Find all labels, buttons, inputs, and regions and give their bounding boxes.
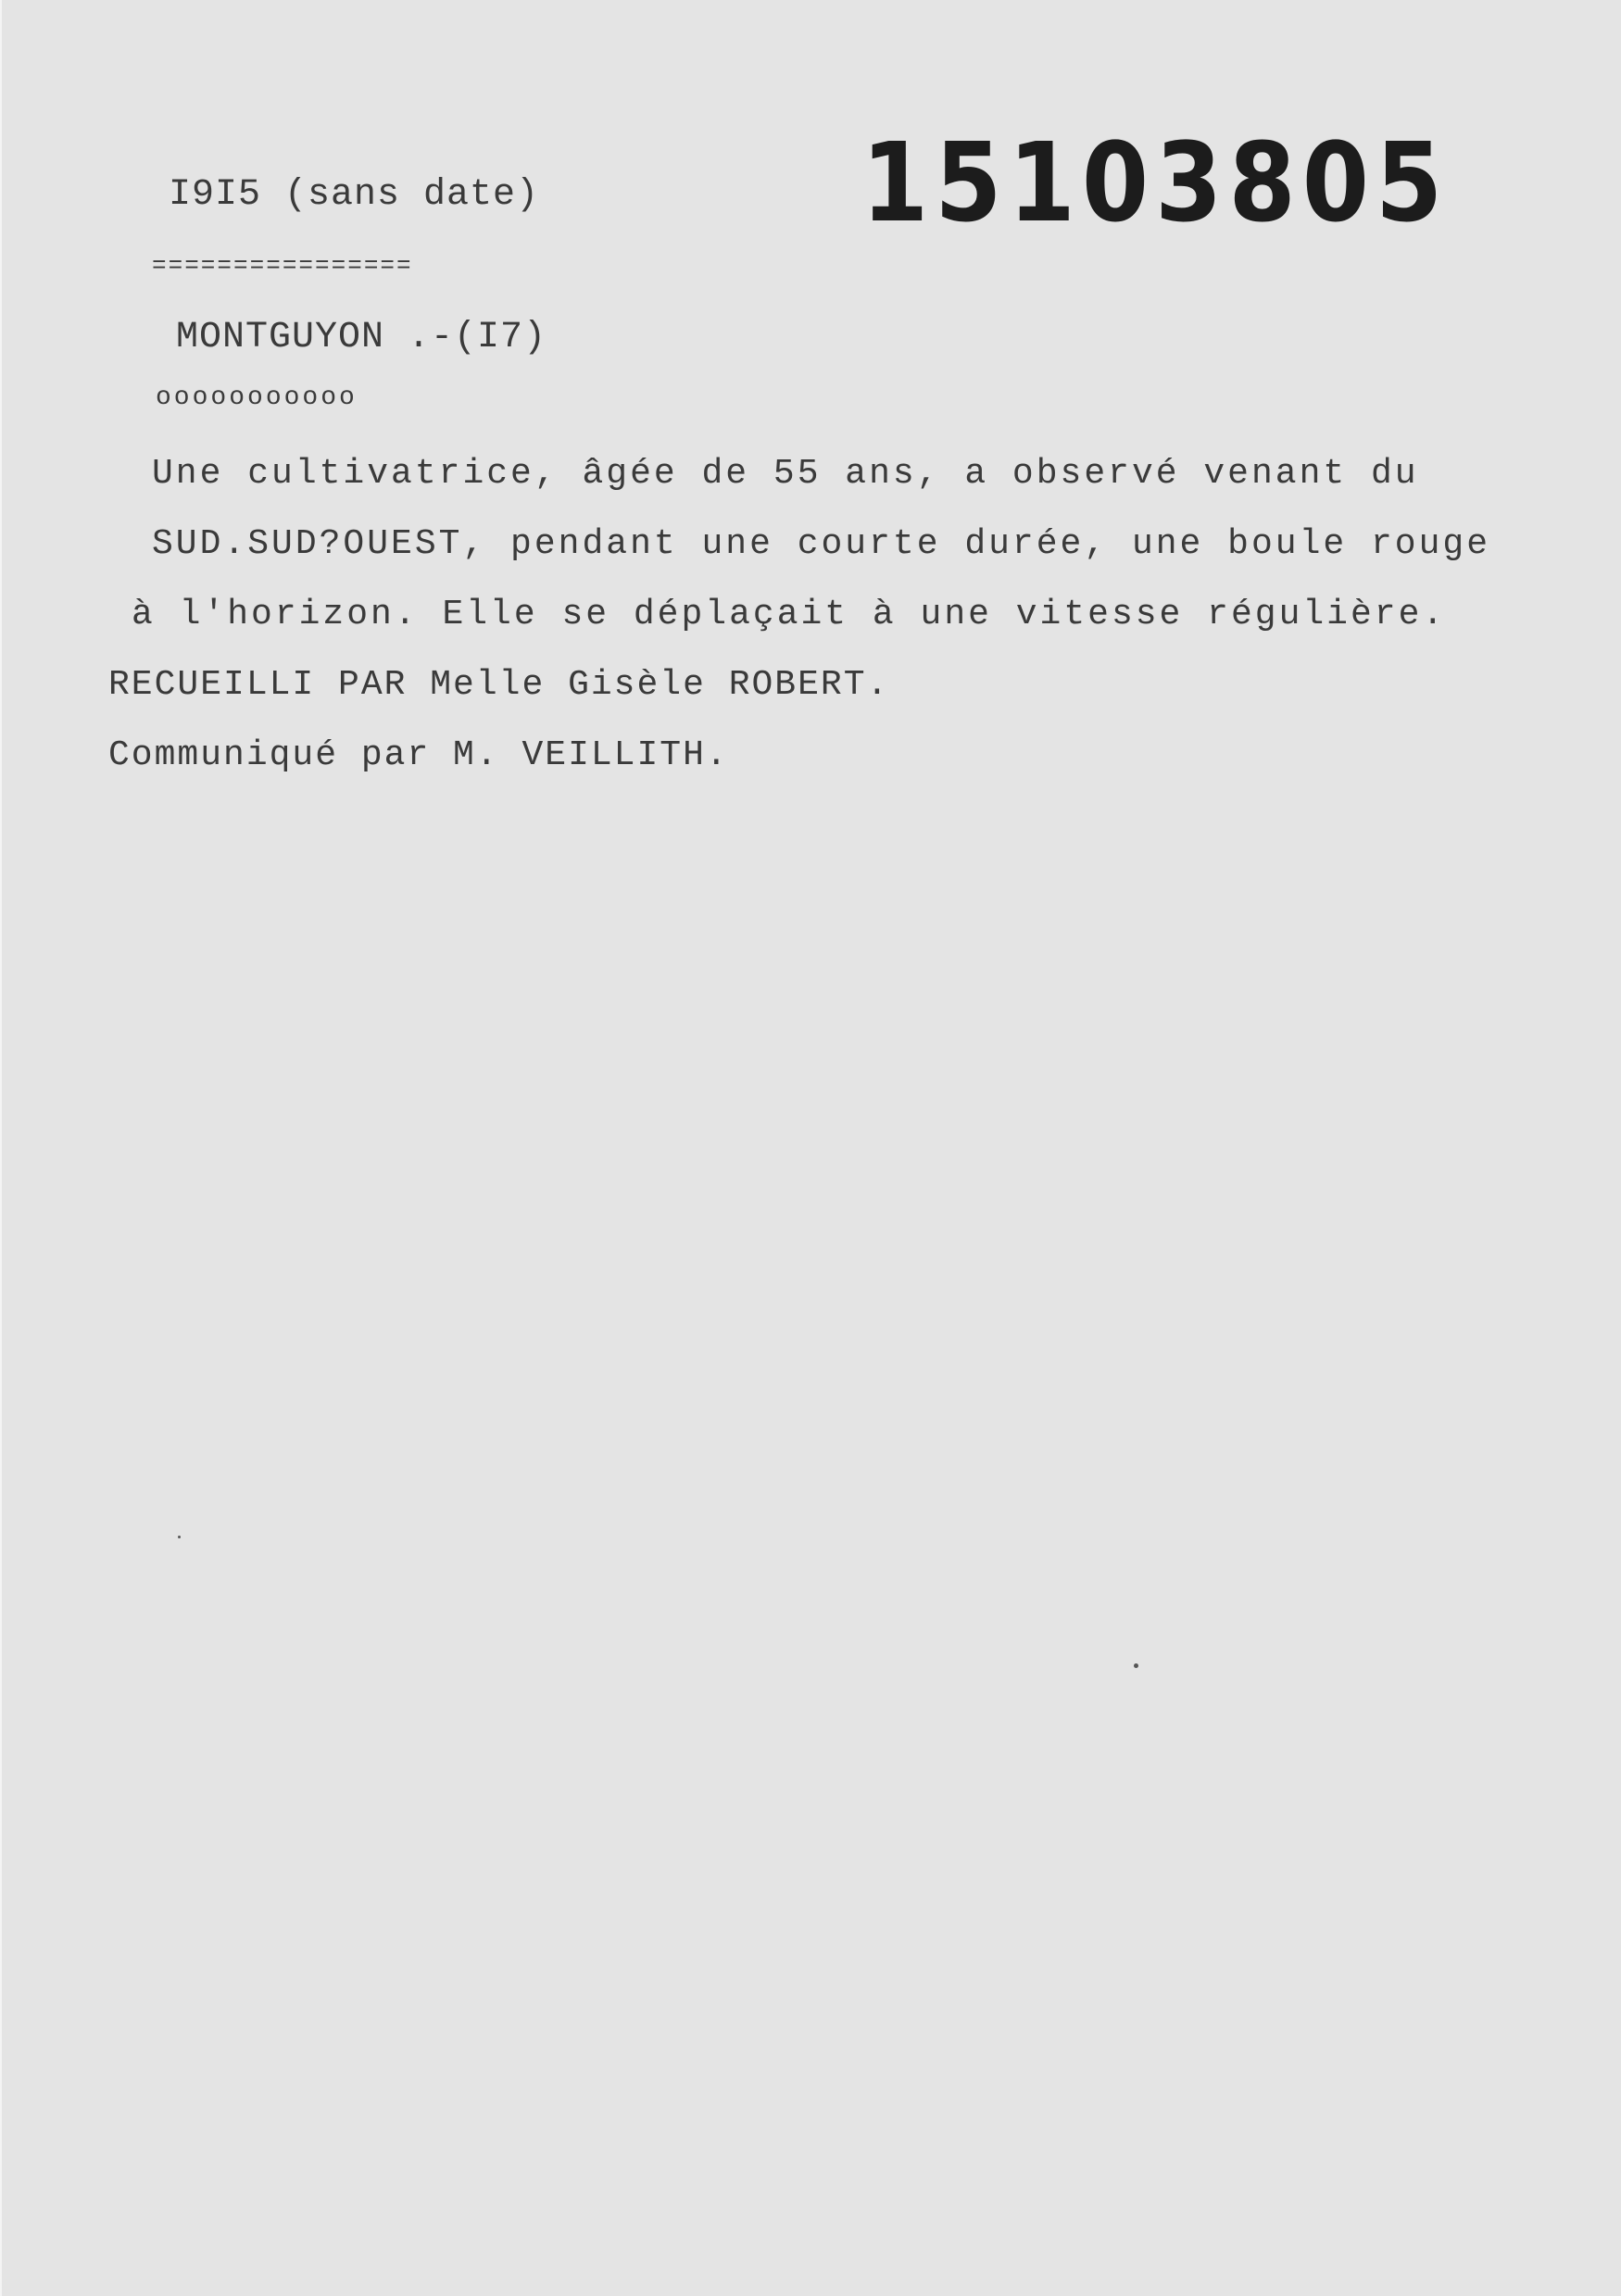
record-number-stamp: 15103805 <box>861 119 1450 246</box>
location-heading: MONTGUYON .-(I7) <box>176 317 547 358</box>
body-line-2: SUD.SUD?OUEST, pendant une courte durée, une boule rouge <box>152 524 1491 564</box>
paper-speck <box>178 1536 181 1538</box>
date-underline: ================ <box>152 252 413 280</box>
location-underline: ooooooooooo <box>156 383 358 412</box>
collected-by-line: RECUEILLI PAR Melle Gisèle ROBERT. <box>108 665 890 705</box>
communicated-by-line: Communiqué par M. VEILLITH. <box>108 735 729 775</box>
paper-speck <box>1134 1663 1138 1668</box>
body-line-1: Une cultivatrice, âgée de 55 ans, a observé venant du <box>152 454 1419 494</box>
body-line-3: à l'horizon. Elle se déplaçait à une vitesse régulière. <box>132 595 1447 634</box>
report-date: I9I5 (sans date) <box>169 174 540 216</box>
